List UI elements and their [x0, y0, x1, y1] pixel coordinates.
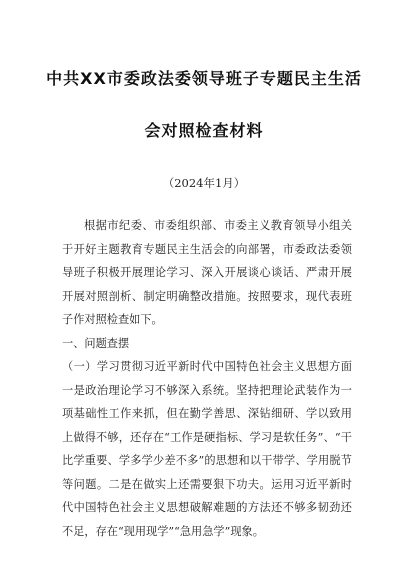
intro-paragraph: 根据市纪委、市委组织部、市委主义教育领导小组关于开好主题教育专题民主生活会的向部署，市委政法委领导班子积极开展理论学习、深入开展谈心谈话、严肃开展开展对照剖析、制定明确整改措施。按照要求，现代表班子作对照检查如下。: [62, 219, 352, 326]
paragraph-1: （一）学习贯彻习近平新时代中国特色社会主义思想方面一是政治理论学习不够深入系统。坚持把理论武装作为一项基础性工作来抓，但在勤学善思、深钻细研、学以致用上做得不够，还存在“工作是硬指标、学习是软任务”、“干比学重要、学多学少差不多”的思想和以干带学、学用脱节等问题。二是在做实上还需要狠下功夫。运用习近平新时代中国特色社会主义思想破解难题的方法还不够多韧劲还不足，存在“现用现学”“急用急学”现象。: [62, 360, 352, 538]
document-title-line-2: 会对照检查材料: [144, 121, 264, 140]
document-date: （2024年1月）: [162, 176, 246, 190]
section-heading: 一、问题查摆: [62, 337, 130, 350]
document-title-line-1: 中共XX市委政法委领导班子专题民主生活: [46, 69, 362, 88]
